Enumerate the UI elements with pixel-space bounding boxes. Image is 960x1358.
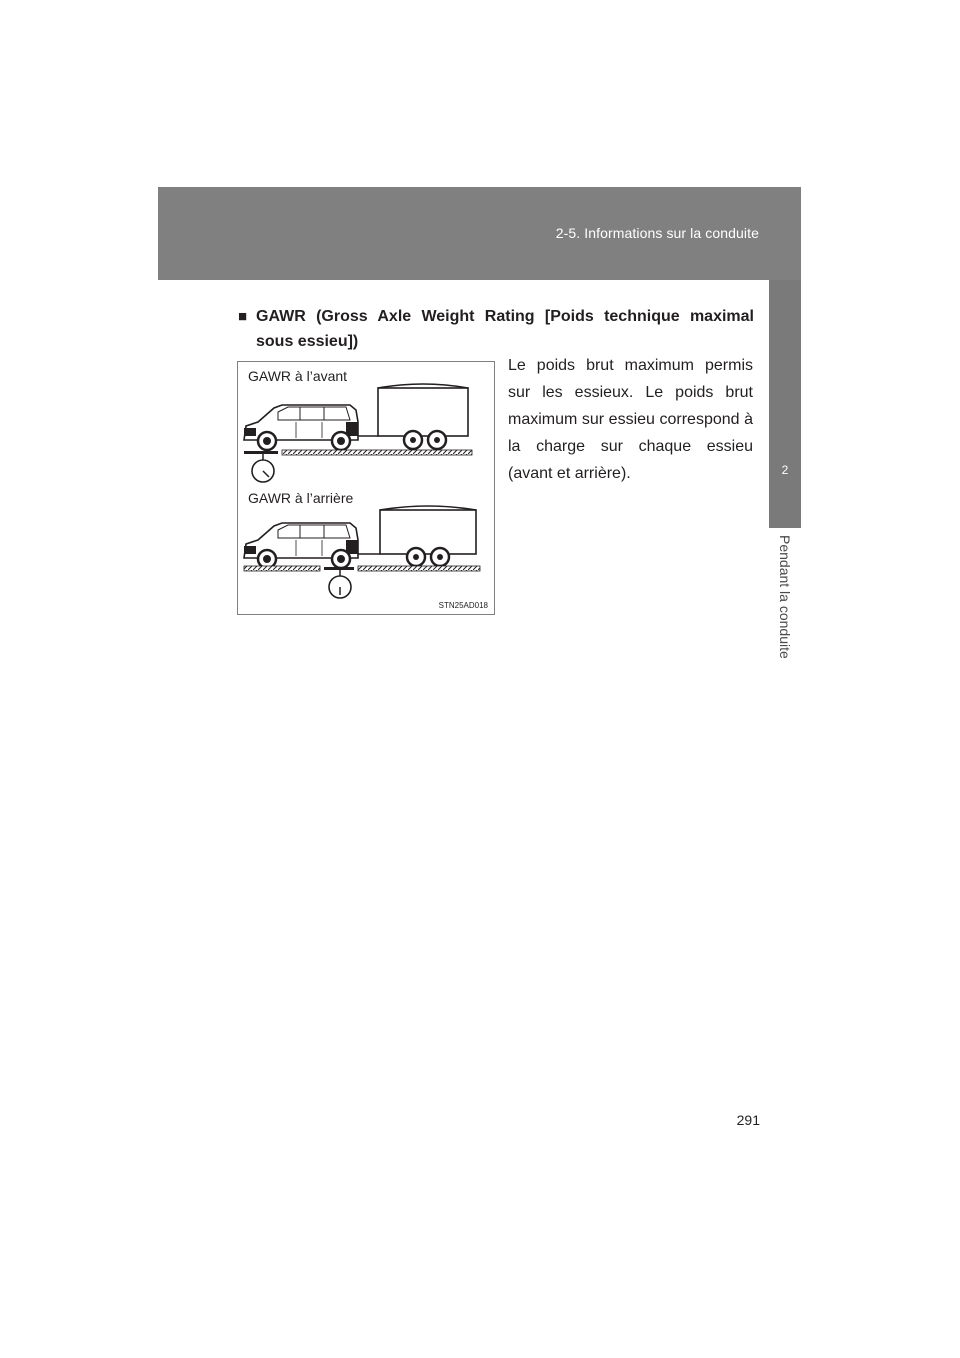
section-heading [238, 304, 754, 354]
section-title: 2-5. Informations sur la conduite [555, 225, 759, 241]
heading-text: GAWR (Gross Axle Weight Rating [Poids technique maximal sous essieu]) [256, 308, 754, 350]
figure-code: STN25AD018 [438, 601, 488, 610]
chapter-title: Pendant la conduite [777, 535, 793, 659]
label-rear-axle: GAWR à l’arrière [248, 490, 354, 506]
vehicle-trailer-drawing [238, 362, 496, 616]
rear-axle-scene [244, 506, 480, 598]
chapter-tab [769, 280, 801, 528]
header-band [158, 187, 801, 280]
chapter-title-vertical [767, 535, 803, 670]
page-number: 291 [736, 1112, 760, 1128]
square-bullet-icon: ■ [238, 308, 248, 325]
chapter-number: 2 [781, 463, 789, 477]
gawr-illustration [237, 361, 495, 615]
label-front-axle: GAWR à l’avant [248, 368, 348, 384]
body-paragraph: Le poids brut maximum permis sur les essieux. Le poids brut maximum sur essieu correspond à la charge sur chaque essieu (avant et arrière). [508, 357, 753, 482]
front-axle-scene [244, 384, 472, 482]
